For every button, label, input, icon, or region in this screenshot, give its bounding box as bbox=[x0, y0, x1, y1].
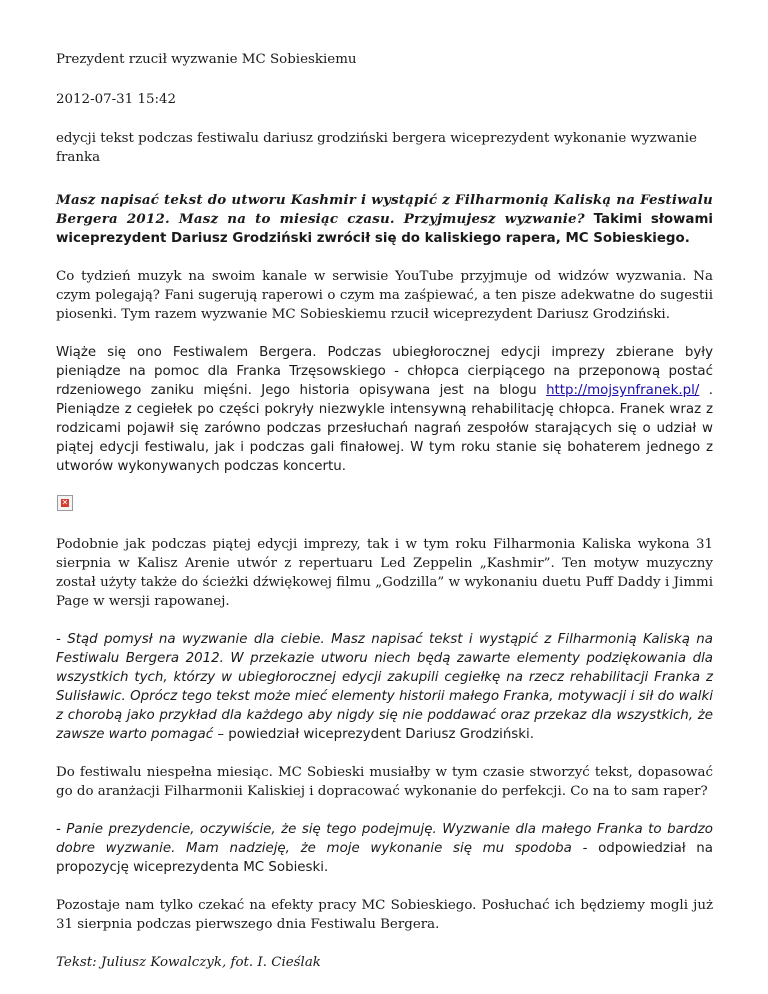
article-tags: edycji tekst podczas festiwalu dariusz grodziński bergera wiceprezydent wykonanie wyzwanie franka bbox=[56, 131, 697, 165]
article-lead bbox=[56, 191, 713, 248]
lead-question: Masz napisać tekst do utworu Kashmir i wystąpić z Filharmonią Kaliską na Festiwalu Bergera 2012. Masz na to miesiąc czasu. Przyjmujesz wyzwanie? bbox=[56, 192, 713, 227]
article-title: Prezydent rzucił wyzwanie MC Sobieskiemu bbox=[56, 52, 357, 67]
quote-2-attribution: - odpowiedział na propozycję wiceprezydenta MC Sobieski. bbox=[56, 841, 713, 875]
paragraph-4: Do festiwalu niespełna miesiąc. MC Sobieski musiałby w tym czasie stworzyć tekst, dopasować go do aranżacji Filharmonii Kaliskiej i dopracować wykonanie do perfekcji. Co na to sam raper? bbox=[56, 765, 713, 799]
quote-2-text: - Panie prezydencie, oczywiście, że się tego podejmuję. Wyzwanie dla małego Franka to bardzo dobre wyzwanie. Mam nadzieję, że moje wykonanie się mu spodoba bbox=[56, 822, 713, 856]
quote-1-text: - Stąd pomysł na wyzwanie dla ciebie. Masz napisać tekst i wystąpić z Filharmonią Kaliską na Festiwalu Bergera 2012. W przekazie utworu niech będą zawarte elementy podziękowania dla wszystkich tych, którzy w ubiegłorocznej edycji zakupili cegiełkę na rzecz rehabilitacji Franka z Sulisławic. Oprócz tego tekst może mieć elementy historii małego Franka, motywacji i sił do walki z chorobą jako przykład dla każdego aby nigdy się nie poddawać oraz przekaz dla wszystkich, że zawsze warto pomagać bbox=[56, 632, 713, 742]
paragraph-3: Podobnie jak podczas piątej edycji imprezy, tak i w tym roku Filharmonia Kaliska wykona 31 sierpnia w Kalisz Arenie utwór z repertuaru Led Zeppelin „Kashmir”. Ten motyw muzyczny został użyty także do ścieżki dźwiękowej filmu „Godzilla” w wykonaniu duetu Puff Daddy i Jimmi Page w wersji rapowanej. bbox=[56, 537, 713, 609]
broken-image-icon: ✕ bbox=[57, 495, 73, 511]
quote-1 bbox=[56, 630, 713, 744]
paragraph-2-before-link: Wiąże się ono Festiwalem Bergera. Podczas ubiegłorocznej edycji imprezy zbierane były pieniądze na pomoc dla Franka Trzęsowskiego - chłopca cierpiącego na przeponową postać rdzeniowego zaniku mięśni. Jego historia opisywana jest na blogu bbox=[56, 345, 713, 398]
paragraph-2 bbox=[56, 343, 713, 476]
lead-rest: Takimi słowami wiceprezydent Dariusz Grodziński zwrócił się do kaliskiego rapera, MC Sobieskiego. bbox=[56, 212, 713, 246]
paragraph-2-after-link: . Pieniądze z cegiełek po części pokryły niezwykle intensywną rehabilitację chłopca. Franek wraz z rodzicami pojawił się zarówno podczas przesłuchań nagrań zespołów starających się o udział w piątej edycji festiwalu, jak i podczas gali finałowej. W tym roku stanie się bohaterem jednego z utworów wykonywanych podczas koncertu. bbox=[56, 383, 713, 474]
article bbox=[56, 50, 713, 972]
paragraph-1: Co tydzień muzyk na swoim kanale w serwisie YouTube przyjmuje od widzów wyzwania. Na czym polegają? Fani sugerują raperowi o czym ma zaśpiewać, a ten pisze adekwatne do sugestii piosenki. Tym razem wyzwanie MC Sobieskiemu rzucił wiceprezydent Dariusz Grodziński. bbox=[56, 269, 713, 322]
paragraph-5: Pozostaje nam tylko czekać na efekty pracy MC Sobieskiego. Posłuchać ich będziemy mogli już 31 sierpnia podczas pierwszego dnia Festiwalu Bergera. bbox=[56, 898, 713, 932]
quote-1-attribution: – powiedział wiceprezydent Dariusz Grodziński. bbox=[213, 727, 535, 742]
quote-2 bbox=[56, 820, 713, 877]
article-credit: Tekst: Juliusz Kowalczyk, fot. I. Cieślak bbox=[56, 955, 321, 970]
article-date: 2012-07-31 15:42 bbox=[56, 92, 177, 107]
blog-link[interactable]: http://mojsynfranek.pl/ bbox=[546, 383, 700, 398]
